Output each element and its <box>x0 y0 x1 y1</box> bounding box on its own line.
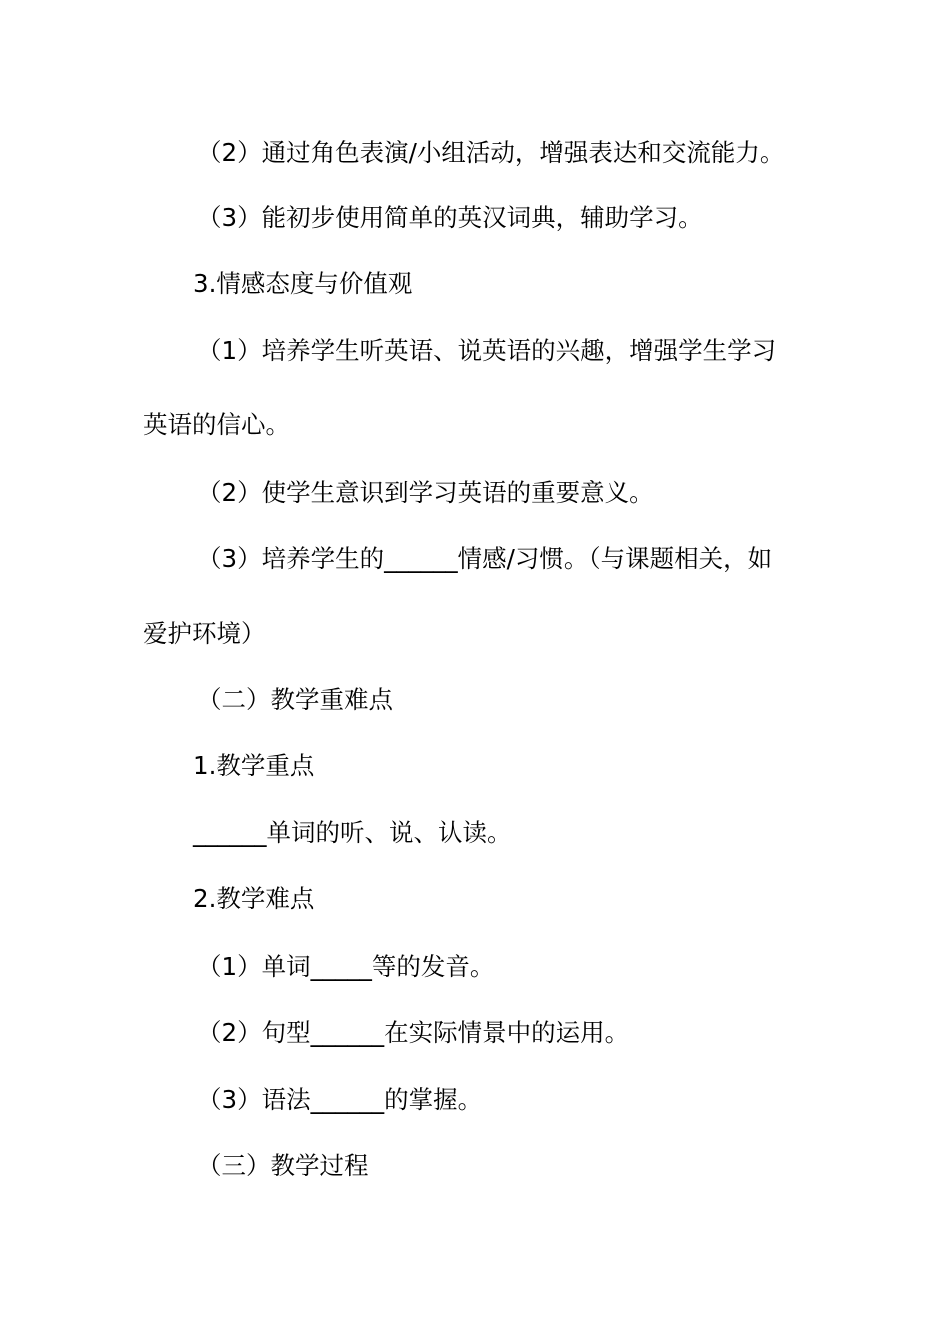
section-heading: （二）教学重难点 <box>197 685 393 714</box>
section-heading: （三）教学过程 <box>197 1151 369 1180</box>
paragraph-line: （2）句型______在实际情景中的运用。 <box>197 1018 630 1047</box>
subsection-heading: 1.教学重点 <box>193 751 315 780</box>
section-heading: 3.情感态度与价值观 <box>193 269 413 298</box>
paragraph-line: （1）单词_____等的发音。 <box>197 952 495 981</box>
paragraph-line: （3）语法______的掌握。 <box>197 1085 483 1114</box>
paragraph-line: （2）使学生意识到学习英语的重要意义。 <box>197 478 654 507</box>
paragraph-line: （3）培养学生的______情感/习惯。（与课题相关，如 <box>197 544 773 573</box>
paragraph-line: （2）通过角色表演/小组活动，增强表达和交流能力。 <box>197 138 785 167</box>
paragraph-line: （1）培养学生听英语、说英语的兴趣，增强学生学习 <box>197 336 777 365</box>
paragraph-line: （3）能初步使用简单的英汉词典，辅助学习。 <box>197 203 703 232</box>
subsection-heading: 2.教学难点 <box>193 884 315 913</box>
paragraph-line: 爱护环境） <box>143 619 266 648</box>
paragraph-line: ______单词的听、说、认读。 <box>193 818 512 847</box>
paragraph-line: 英语的信心。 <box>143 410 290 439</box>
